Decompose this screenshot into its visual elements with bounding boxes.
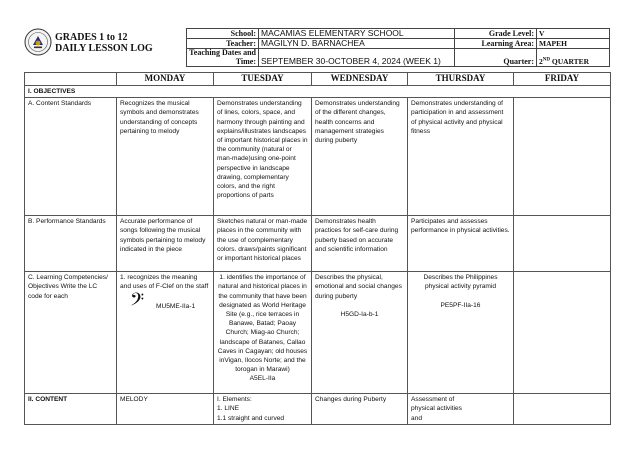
- teacher-label: Teacher:: [187, 39, 259, 49]
- lesson-plan-table: [24, 72, 611, 425]
- day-header-friday: FRIDAY: [514, 73, 611, 86]
- school-label: School:: [187, 29, 259, 39]
- teaching-dates-value: SEPTEMBER 30-OCTOBER 4, 2024 (WEEK 1): [259, 49, 455, 67]
- competencies-wednesday-code: H5GD-Ia-b-1: [340, 310, 379, 318]
- competencies-friday: [514, 272, 611, 394]
- competencies-tuesday-code: A5EL-IIa: [249, 375, 276, 383]
- content-standards-tuesday: Demonstrates understanding of lines, colors, space, and harmony through painting and explains/illustrates landscapes of important historical places in the community (natural or man-made)using one-point perspective in landscape drawing, complementary colors, and the right proportions of parts: [214, 98, 312, 216]
- content-tuesday-line1: I. Elements:: [217, 396, 252, 404]
- competencies-row: [25, 272, 611, 394]
- learning-area-value: MAPEH: [537, 39, 610, 49]
- grade-level-label: Grade Level:: [455, 29, 537, 39]
- teaching-dates-label-line2: Time:: [235, 56, 256, 66]
- dll-title: [55, 32, 153, 54]
- competencies-wednesday: [312, 272, 408, 394]
- content-tuesday-line3: 1.1 straight and curved: [217, 414, 285, 422]
- day-header-row: [25, 73, 611, 86]
- grade-level-value: V: [537, 29, 610, 39]
- learning-area-label: Learning Area:: [455, 39, 537, 49]
- performance-standards-friday: [514, 216, 611, 272]
- competencies-thursday: [408, 272, 514, 394]
- content-monday: MELODY: [117, 394, 214, 425]
- performance-standards-thursday: Participates and assesses performance in physical activities.: [408, 216, 514, 272]
- content-standards-monday: Recognizes the musical symbols and demonstrates understanding of concepts pertaining to melody: [117, 98, 214, 216]
- teacher-value: MAGILYN D. BARNACHEA: [259, 39, 455, 49]
- teaching-dates-label: [187, 49, 259, 67]
- day-header-tuesday: TUESDAY: [214, 73, 312, 86]
- objectives-row: [25, 86, 611, 98]
- competencies-tuesday: [214, 272, 312, 394]
- competencies-label: C. Learning Competencies/ Objectives Write the LC code for each: [25, 272, 117, 394]
- competencies-thursday-code: PE5PF-IIa-16: [440, 301, 481, 309]
- dll-title-line1: GRADES 1 to 12: [55, 32, 128, 43]
- content-friday: [514, 394, 611, 425]
- content-standards-row: [25, 98, 611, 216]
- content-thursday: Assessment of physical activities and: [408, 394, 514, 425]
- header-info-table: [186, 28, 610, 67]
- teaching-dates-label-line1: Teaching Dates and: [189, 48, 256, 57]
- competencies-wednesday-text: Describes the physical, emotional and social changes during puberty: [315, 274, 402, 300]
- competencies-monday-text: 1. recognizes the meaning and uses of F-Clef on the staff: [120, 274, 209, 291]
- quarter-suffix: ND: [542, 57, 550, 63]
- dll-title-line2: DAILY LESSON LOG: [55, 43, 153, 54]
- content-wednesday: Changes during Puberty: [312, 394, 408, 425]
- quarter-value: [537, 49, 610, 67]
- performance-standards-label: B. Performance Standards: [25, 216, 117, 272]
- quarter-label: Quarter:: [455, 49, 537, 67]
- content-standards-label: A. Content Standards: [25, 98, 117, 216]
- day-header-monday: MONDAY: [117, 73, 214, 86]
- f-clef-icon: 𝄢: [130, 289, 145, 315]
- content-standards-friday: [514, 98, 611, 216]
- deped-seal-icon: [24, 28, 52, 56]
- objectives-heading: I. OBJECTIVES: [25, 86, 611, 98]
- performance-standards-tuesday: Sketches natural or man-made places in the community with the use of complementary colors. draws/paints significant or important historical places: [214, 216, 312, 272]
- school-value: MACAMIAS ELEMENTARY SCHOOL: [259, 29, 455, 39]
- content-row: [25, 394, 611, 425]
- content-tuesday: [214, 394, 312, 425]
- day-header-thursday: THURSDAY: [408, 73, 514, 86]
- content-standards-thursday: Demonstrates understanding of participation in and assessment of physical activity and physical fitness: [408, 98, 514, 216]
- corner-cell: [25, 73, 117, 86]
- competencies-thursday-text: Describes the Philippines physical activity pyramid: [423, 274, 498, 291]
- quarter-number: 2: [539, 57, 543, 66]
- competencies-tuesday-text: 1. identifies the importance of natural and historical places in the community that have been designated as World Heritage Site (e.g., rice terraces in Banawe, Batad; Paoay Church; Miag-ao Church; landscape of Batanes, Callao Caves in Cagayan; old houses inVigan, Ilocos Norte; and the torogan in Marawi): [217, 274, 308, 374]
- quarter-word: QUARTER: [551, 57, 590, 66]
- content-tuesday-line2: 1. LINE: [217, 405, 239, 413]
- performance-standards-monday: Accurate performance of songs following the musical symbols pertaining to melody indicated in the piece: [117, 216, 214, 272]
- content-label: II. CONTENT: [25, 394, 117, 425]
- day-header-wednesday: WEDNESDAY: [312, 73, 408, 86]
- performance-standards-wednesday: Demonstrates health practices for self-care during puberty based on accurate and scientific information: [312, 216, 408, 272]
- content-standards-wednesday: Demonstrates understanding of the different changes, health concerns and management strategies during puberty: [312, 98, 408, 216]
- competencies-monday: [117, 272, 214, 394]
- competencies-monday-code: MU5ME-IIa-1: [156, 302, 196, 310]
- performance-standards-row: [25, 216, 611, 272]
